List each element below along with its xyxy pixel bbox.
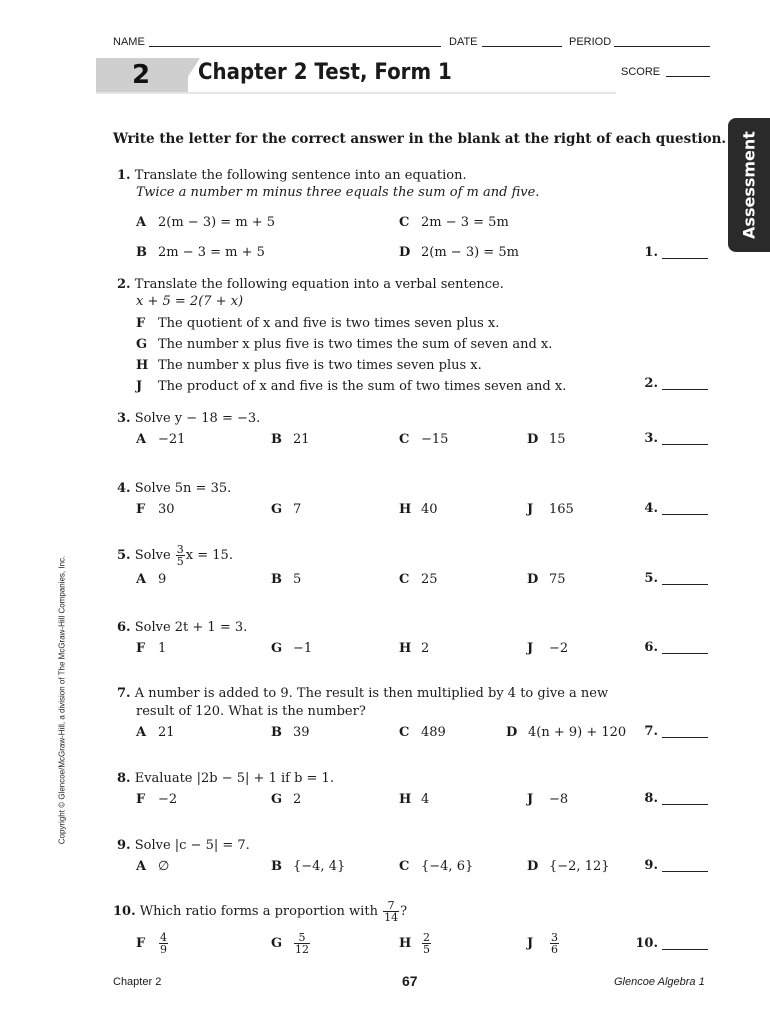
- fraction-7-14: $\frac{7}{14}$: [384, 899, 399, 924]
- date-label: DATE: [449, 36, 478, 48]
- q3-option-a[interactable]: A −21: [136, 432, 186, 447]
- q8-option-g[interactable]: G 2: [271, 792, 302, 807]
- fraction-3-5: $\frac{3}{5}$: [176, 543, 184, 568]
- name-label: NAME: [113, 36, 145, 48]
- banner-shadow: [96, 92, 616, 94]
- chapter-badge: [96, 58, 188, 92]
- page-number: 67: [402, 973, 418, 989]
- name-blank[interactable]: [149, 46, 441, 47]
- answer-blank-3[interactable]: [662, 444, 708, 445]
- answer-label-3: 3.: [644, 431, 658, 446]
- q9-option-d[interactable]: D {−2, 12}: [527, 859, 610, 874]
- q7-option-c[interactable]: C 489: [399, 725, 446, 740]
- answer-blank-7[interactable]: [662, 737, 708, 738]
- q9-option-a[interactable]: A ∅: [136, 859, 170, 874]
- answer-blank-6[interactable]: [662, 653, 708, 654]
- q3-option-b[interactable]: B 21: [271, 432, 310, 447]
- period-label: PERIOD: [569, 36, 612, 48]
- answer-blank-10[interactable]: [662, 949, 708, 950]
- q2-option-f[interactable]: F The quotient of x and five is two times seven plus x.: [136, 316, 500, 331]
- answer-label-5: 5.: [644, 571, 658, 586]
- period-blank[interactable]: [614, 46, 710, 47]
- q1-option-b[interactable]: B 2m − 3 = m + 5: [136, 245, 265, 260]
- page-title: Chapter 2 Test, Form 1: [198, 60, 452, 85]
- q9-option-c[interactable]: C {−4, 6}: [399, 859, 474, 874]
- q4-option-j[interactable]: J 165: [527, 502, 574, 517]
- q1-option-d[interactable]: D 2(m − 3) = 5m: [399, 245, 519, 260]
- q2-option-h[interactable]: H The number x plus five is two times seven plus x.: [136, 358, 482, 373]
- q5-option-a[interactable]: A 9: [136, 572, 167, 587]
- q5-option-b[interactable]: B 5: [271, 572, 302, 587]
- q3-option-c[interactable]: C −15: [399, 432, 449, 447]
- question-10: 10. Which ratio forms a proportion with $\frac{7}{14}$ ?: [113, 899, 408, 924]
- question-7-line-2: result of 120. What is the number?: [136, 704, 366, 719]
- q5-option-c[interactable]: C 25: [399, 572, 438, 587]
- footer-book-title: Glencoe Algebra 1: [614, 976, 705, 988]
- answer-blank-2[interactable]: [662, 389, 708, 390]
- assessment-tab-label: Assessment: [739, 131, 759, 239]
- copyright-notice: Copyright © Glencoe/McGraw-Hill, a division of The McGraw-Hill Companies, Inc.: [57, 555, 67, 845]
- q4-option-g[interactable]: G 7: [271, 502, 302, 517]
- question-2-equation: x + 5 = 2(7 + x): [136, 294, 244, 309]
- answer-blank-8[interactable]: [662, 804, 708, 805]
- q7-option-d[interactable]: D 4(n + 9) + 120: [506, 725, 627, 740]
- answer-label-9: 9.: [644, 858, 658, 873]
- date-blank[interactable]: [482, 46, 562, 47]
- answer-label-1: 1.: [644, 245, 658, 260]
- answer-label-4: 4.: [644, 501, 658, 516]
- q10-option-f[interactable]: F $\frac{4}{9}$: [136, 931, 167, 956]
- q2-option-g[interactable]: G The number x plus five is two times the sum of seven and x.: [136, 337, 553, 352]
- q10-option-g[interactable]: G $\frac{5}{12}$: [271, 931, 309, 956]
- answer-label-7: 7.: [644, 724, 658, 739]
- q6-option-j[interactable]: J −2: [527, 641, 569, 656]
- q4-option-h[interactable]: H 40: [399, 502, 438, 517]
- answer-label-6: 6.: [644, 640, 658, 655]
- q3-option-d[interactable]: D 15: [527, 432, 566, 447]
- q7-option-a[interactable]: A 21: [136, 725, 175, 740]
- q6-option-h[interactable]: H 2: [399, 641, 430, 656]
- q5-option-d[interactable]: D 75: [527, 572, 566, 587]
- q4-option-f[interactable]: F 30: [136, 502, 175, 517]
- answer-blank-1[interactable]: [662, 258, 708, 259]
- question-5: 5. Solve $\frac{3}{5}$ x = 15.: [117, 543, 233, 568]
- q7-option-b[interactable]: B 39: [271, 725, 310, 740]
- assessment-tab: [728, 118, 770, 252]
- q10-option-h[interactable]: H $\frac{2}{5}$: [399, 931, 430, 956]
- answer-blank-4[interactable]: [662, 514, 708, 515]
- answer-label-2: 2.: [644, 376, 658, 391]
- q8-option-j[interactable]: J −8: [527, 792, 569, 807]
- question-1-sentence: Twice a number m minus three equals the sum of m and five.: [136, 185, 540, 200]
- chapter-number: 2: [132, 60, 151, 90]
- footer-chapter: Chapter 2: [113, 976, 162, 988]
- instructions: Write the letter for the correct answer in the blank at the right of each question.: [113, 131, 727, 147]
- answer-blank-5[interactable]: [662, 584, 708, 585]
- answer-blank-9[interactable]: [662, 871, 708, 872]
- question-8: 8. Evaluate |2b − 5| + 1 if b = 1.: [117, 771, 334, 786]
- q8-option-f[interactable]: F −2: [136, 792, 178, 807]
- q1-option-c[interactable]: C 2m − 3 = 5m: [399, 215, 509, 230]
- q9-option-b[interactable]: B {−4, 4}: [271, 859, 346, 874]
- answer-label-8: 8.: [644, 791, 658, 806]
- question-4: 4. Solve 5n = 35.: [117, 481, 232, 496]
- q8-option-h[interactable]: H 4: [399, 792, 430, 807]
- q6-option-f[interactable]: F 1: [136, 641, 167, 656]
- question-9: 9. Solve |c − 5| = 7.: [117, 838, 250, 853]
- banner-slant: [178, 58, 200, 92]
- score-blank[interactable]: [666, 76, 710, 77]
- answer-label-10: 10.: [635, 936, 658, 951]
- question-1: 1. Translate the following sentence into an equation.: [117, 168, 467, 183]
- q1-option-a[interactable]: A 2(m − 3) = m + 5: [136, 215, 276, 230]
- question-6: 6. Solve 2t + 1 = 3.: [117, 620, 248, 635]
- question-3: 3. Solve y − 18 = −3.: [117, 411, 261, 426]
- question-7: 7. A number is added to 9. The result is then multiplied by 4 to give a new: [117, 686, 609, 701]
- q6-option-g[interactable]: G −1: [271, 641, 313, 656]
- question-2: 2. Translate the following equation into a verbal sentence.: [117, 277, 504, 292]
- score-label: SCORE: [621, 66, 661, 78]
- q10-option-j[interactable]: J $\frac{3}{6}$: [527, 931, 558, 956]
- q2-option-j[interactable]: J The product of x and five is the sum of two times seven and x.: [136, 379, 567, 394]
